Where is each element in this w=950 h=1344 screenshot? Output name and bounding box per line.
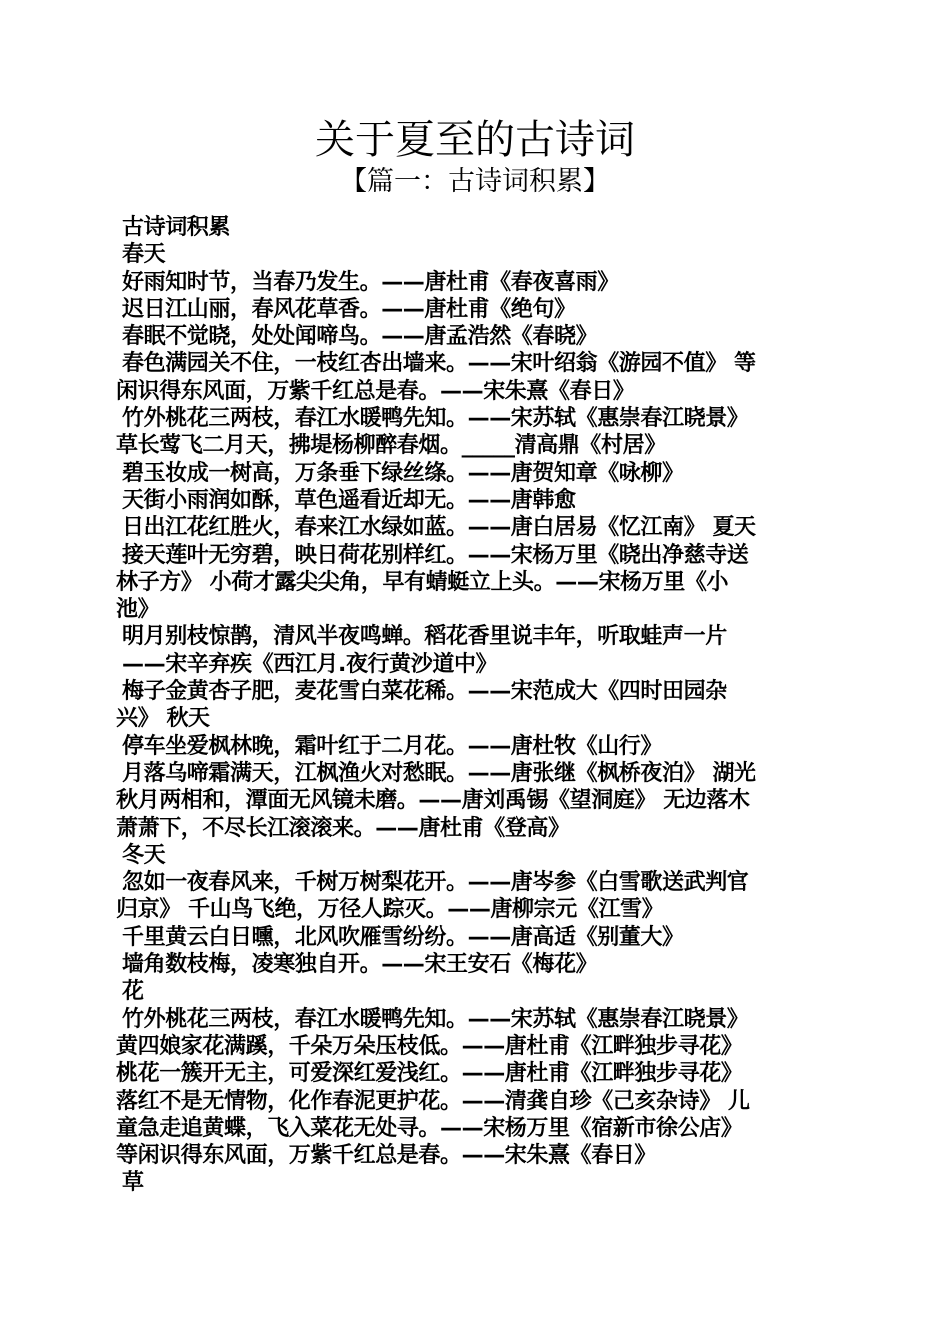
text-line: 明月别枝惊鹊，清风半夜鸣蝉。稻花香里说丰年，听取蛙声一片 [122, 624, 727, 650]
text-line: 千里黄云白日曛，北风吹雁雪纷纷。——唐高适《别董大》 [122, 924, 684, 950]
text-line: 好雨知时节，当春乃发生。——唐杜甫《春夜喜雨》 [122, 269, 619, 295]
text-line: 秋月两相和，潭面无风镜未磨。——唐刘禹锡《望洞庭》 无边落木 [116, 788, 750, 814]
text-line: 花 [122, 979, 144, 1005]
document-title: 关于夏至的古诗词 [315, 117, 635, 163]
text-line: ——宋辛弃疾《西江月.夜行黄沙道中》 [122, 651, 498, 677]
text-line: 梅子金黄杏子肥，麦花雪白菜花稀。——宋范成大《四时田园杂 [122, 679, 727, 705]
text-line: 桃花一簇开无主，可爱深红爱浅红。——唐杜甫《江畔独步寻花》 [116, 1061, 743, 1087]
text-line: 迟日江山丽，春风花草香。——唐杜甫《绝句》 [122, 296, 576, 322]
text-line: 竹外桃花三两枝，春江水暖鸭先知。——宋苏轼《惠崇春江晓景》 [122, 406, 749, 432]
text-line: 草 [122, 1170, 144, 1196]
text-line: 春天 [122, 242, 166, 268]
text-line: 萧萧下，不尽长江滚滚来。——唐杜甫《登高》 [116, 815, 570, 841]
text-line: 春色满园关不住，一枝红杏出墙来。——宋叶绍翁《游园不值》 等 [122, 351, 756, 377]
text-line: 兴》 秋天 [116, 706, 210, 732]
text-line: 古诗词积累 [122, 215, 231, 240]
text-line: 停车坐爱枫林晚，霜叶红于二月花。——唐杜牧《山行》 [122, 733, 663, 759]
text-line: 月落乌啼霜满天，江枫渔火对愁眠。——唐张继《枫桥夜泊》 湖光 [122, 760, 756, 786]
text-line: 碧玉妆成一树高，万条垂下绿丝绦。——唐贺知章《咏柳》 [122, 460, 684, 486]
text-line: 春眠不觉晓，处处闻啼鸟。——唐孟浩然《春晓》 [122, 324, 598, 350]
text-line: 闲识得东风面，万紫千红总是春。——宋朱熹《春日》 [116, 378, 635, 404]
text-line: 草长莺飞二月天，拂堤杨柳醉春烟。_____清高鼎《村居》 [116, 433, 666, 459]
document-subtitle: 【篇一：古诗词积累】 [340, 166, 610, 197]
text-line: 墙角数枝梅，凌寒独自开。——宋王安石《梅花》 [122, 952, 598, 978]
text-line: 等闲识得东风面，万紫千红总是春。——宋朱熹《春日》 [116, 1143, 657, 1169]
text-line: 池》 [116, 597, 160, 623]
text-line: 归京》 千山鸟飞绝，万径人踪灭。——唐柳宗元《江雪》 [116, 897, 664, 923]
text-line: 冬天 [122, 842, 166, 868]
text-line: 黄四娘家花满蹊，千朵万朵压枝低。——唐杜甫《江畔独步寻花》 [116, 1033, 743, 1059]
text-line: 落红不是无情物，化作春泥更护花。——清龚自珍《己亥杂诗》 儿 [116, 1088, 750, 1114]
text-line: 童急走追黄蝶，飞入菜花无处寻。——宋杨万里《宿新市徐公店》 [116, 1115, 743, 1141]
text-line: 接天莲叶无穷碧，映日荷花别样红。——宋杨万里《晓出净慈寺送 [122, 542, 749, 568]
text-line: 竹外桃花三两枝，春江水暖鸭先知。——宋苏轼《惠崇春江晓景》 [122, 1006, 749, 1032]
text-line: 日出江花红胜火，春来江水绿如蓝。——唐白居易《忆江南》 夏天 [122, 515, 756, 541]
text-line: 林子方》 小荷才露尖尖角，早有蜻蜓立上头。——宋杨万里《小 [116, 569, 729, 595]
text-line: 天街小雨润如酥，草色遥看近却无。——唐韩愈 [122, 487, 576, 513]
document-body [116, 214, 828, 1197]
text-line: 忽如一夜春风来，千树万树梨花开。——唐岑参《白雪歌送武判官 [122, 870, 749, 896]
